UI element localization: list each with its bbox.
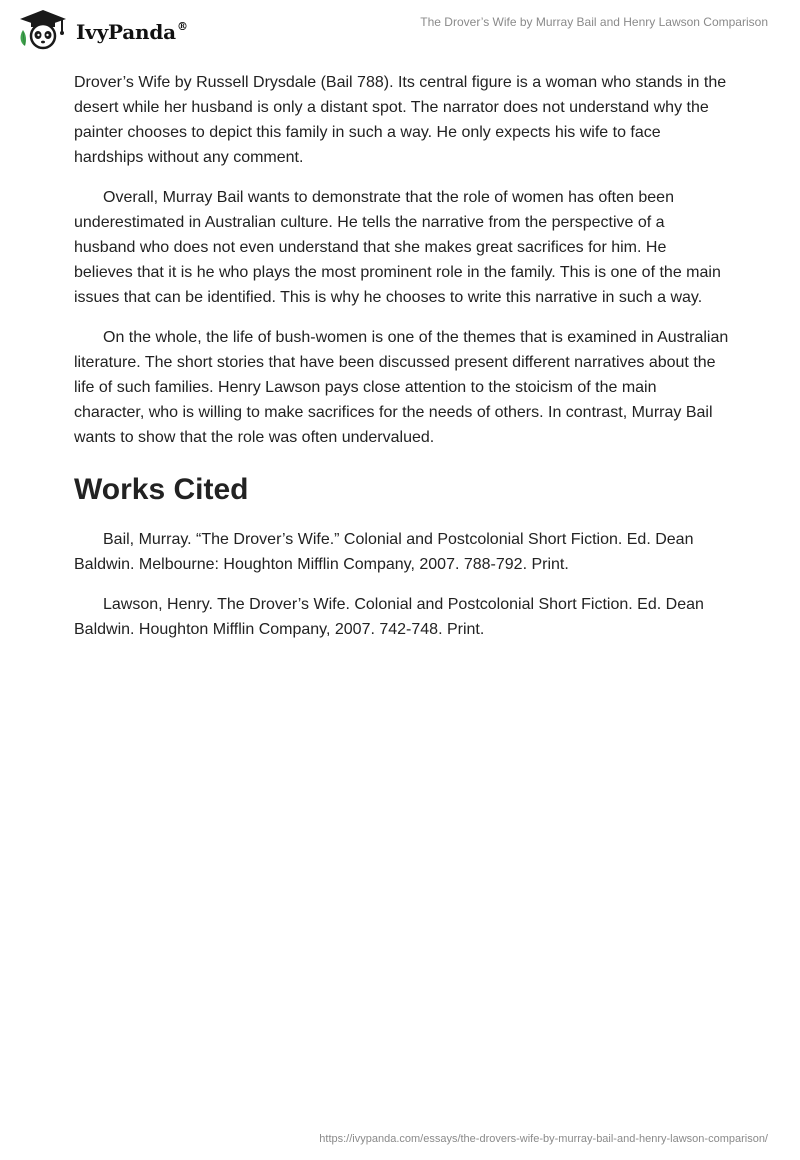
- footer-url-link[interactable]: https://ivypanda.com/essays/the-drovers-wife-by-murray-bail-and-henry-lawson-comparison/: [319, 1133, 768, 1145]
- page-header: [0, 0, 800, 70]
- citation-entry: Bail, Murray. “The Drover’s Wife.” Colonial and Postcolonial Short Fiction. Ed. Dean Baldwin. Melbourne: Houghton Mifflin Company, 2007. 788-792. Print.: [74, 531, 694, 573]
- brand-name: IvyPanda®: [76, 20, 188, 44]
- ivypanda-logo[interactable]: [14, 8, 188, 50]
- essay-content: [74, 70, 729, 657]
- body-paragraph: On the whole, the life of bush-women is one of the themes that is examined in Australian literature. The short stories that have been discussed present different narratives about the life of such families. Henry Lawson pays close attention to the stoicism of the main character, who is willing to make sacrifices for the needs of others. In contrast, Murray Bail wants to show that the role was often undervalued.: [74, 329, 729, 446]
- body-paragraph: Overall, Murray Bail wants to demonstrate that the role of women has often been underestimated in Australian culture. He tells the narrative from the perspective of a husband who does not even understand that she makes great sacrifices for him. He believes that it is he who plays the most prominent role in the family. This is one of the main issues that can be identified. This is why he chooses to write this narrative in such a way.: [74, 189, 721, 306]
- citation-entry: Lawson, Henry. The Drover’s Wife. Colonial and Postcolonial Short Fiction. Ed. Dean Baldwin. Houghton Mifflin Company, 2007. 742-748. Print.: [74, 596, 704, 638]
- panda-graduate-icon: [14, 8, 72, 50]
- running-title: The Drover’s Wife by Murray Bail and Henry Lawson Comparison: [420, 15, 768, 29]
- body-paragraph: Drover’s Wife by Russell Drysdale (Bail 788). Its central figure is a woman who stands in the desert while her husband is only a distant spot. The narrator does not understand why the painter chooses to depict this family in such a way. He only expects his wife to face hardships without any comment.: [74, 74, 727, 166]
- works-cited-heading: Works Cited: [74, 473, 249, 506]
